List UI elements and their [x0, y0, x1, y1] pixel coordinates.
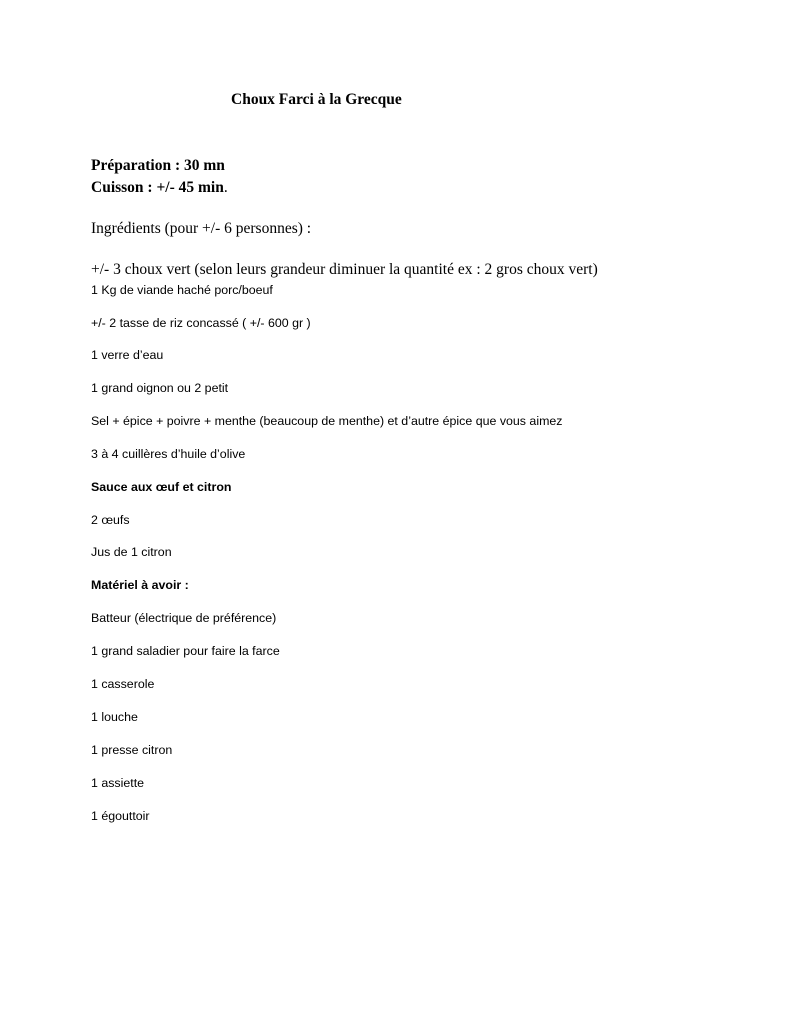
ingredient-item: 1 grand oignon ou 2 petit	[91, 381, 229, 395]
ingredient-cabbage: +/- 3 choux vert (selon leurs grandeur diminuer la quantité ex : 2 gros choux vert)	[91, 261, 598, 278]
materiel-item: 1 casserole	[91, 677, 155, 691]
materiel-item: Batteur (électrique de préférence)	[91, 611, 277, 625]
materiel-item: 1 égouttoir	[91, 809, 150, 823]
materiel-heading: Matériel à avoir :	[91, 578, 189, 592]
cooking-time-label: Cuisson : +/- 45 min	[91, 179, 224, 196]
sauce-heading: Sauce aux œuf et citron	[91, 480, 232, 494]
cooking-time	[91, 180, 228, 196]
ingredient-item: 1 verre d’eau	[91, 348, 164, 362]
materiel-item: 1 assiette	[91, 776, 145, 790]
cooking-time-period: .	[223, 179, 228, 196]
materiel-item: 1 grand saladier pour faire la farce	[91, 644, 280, 658]
ingredient-item: 3 à 4 cuillères d’huile d’olive	[91, 447, 246, 461]
materiel-item: 1 louche	[91, 710, 138, 724]
ingredient-item: Sel + épice + poivre + menthe (beaucoup de menthe) et d’autre épice que vous aimez	[91, 414, 563, 428]
sauce-item: Jus de 1 citron	[91, 545, 172, 559]
materiel-item: 1 presse citron	[91, 743, 173, 757]
preparation-time: Préparation : 30 mn	[91, 157, 225, 174]
sauce-item: 2 œufs	[91, 513, 130, 527]
ingredient-item: +/- 2 tasse de riz concassé ( +/- 600 gr )	[91, 316, 311, 330]
ingredient-item: 1 Kg de viande haché porc/boeuf	[91, 283, 273, 297]
ingredients-heading: Ingrédients (pour +/- 6 personnes) :	[91, 220, 312, 237]
recipe-title: Choux Farci à la Grecque	[231, 91, 402, 108]
